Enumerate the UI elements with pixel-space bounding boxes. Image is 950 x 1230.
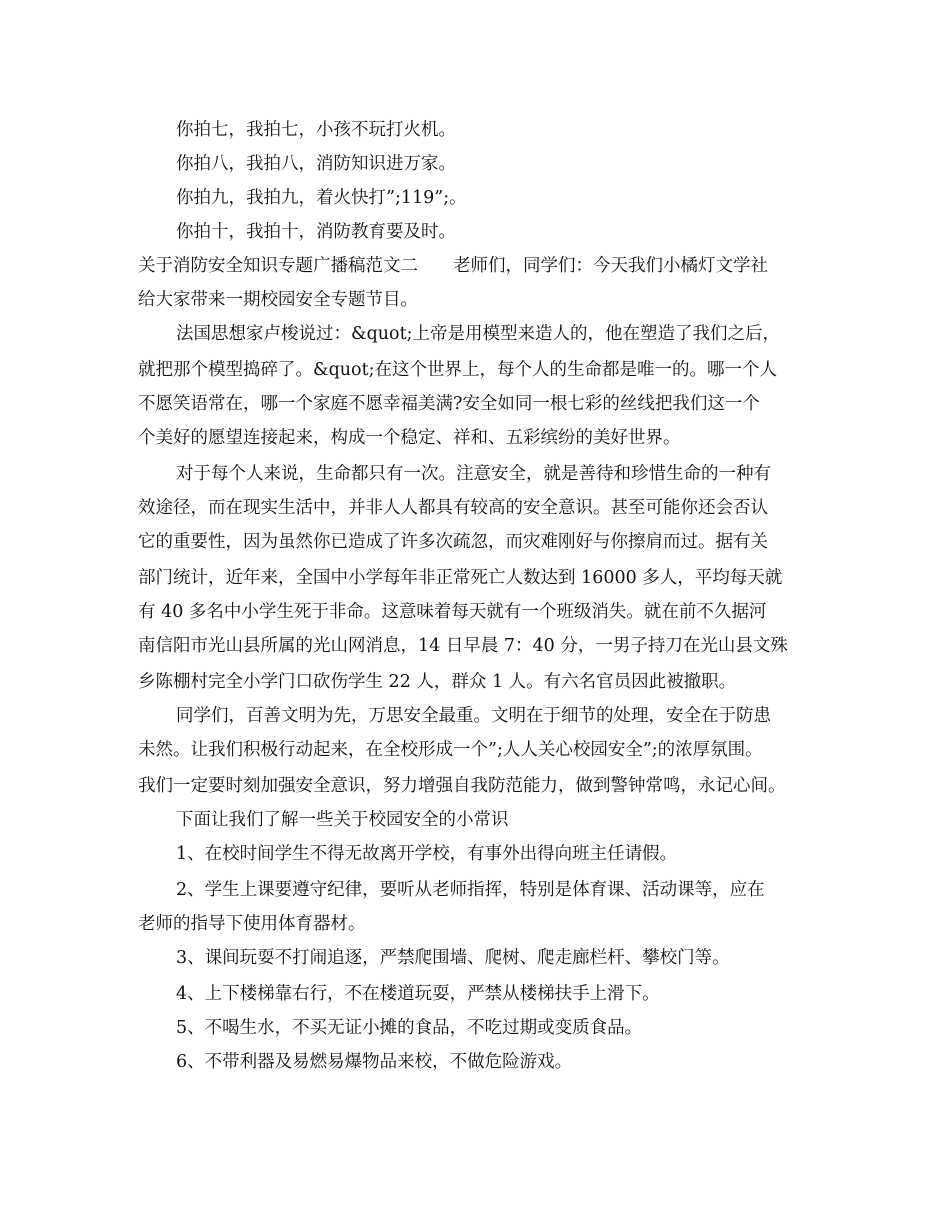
- text-line: 效途径，而在现实生活中，并非人人都具有较高的安全意识。甚至可能你还会否认: [138, 498, 768, 518]
- text-line: 法国思想家卢梭说过：&quot;上帝是用模型来造人的，他在塑造了我们之后，: [176, 324, 781, 344]
- text-line: 南信阳市光山县所属的光山网消息，14 日早晨 7：40 分，一男子持刀在光山县文殊: [138, 636, 788, 656]
- text-line: 你拍十，我拍十，消防教育要及时。: [176, 222, 456, 242]
- text-line: 个美好的愿望连接起来，构成一个稳定、祥和、五彩缤纷的美好世界。: [138, 428, 681, 448]
- text-line: 未然。让我们积极行动起来，在全校形成一个”;人人关心校园安全”;的浓厚氛围。: [138, 740, 763, 760]
- text-line: 同学们，百善文明为先，万思安全最重。文明在于细节的处理，安全在于防患: [176, 706, 771, 726]
- text-line: 乡陈棚村完全小学门口砍伤学生 22 人，群众 1 人。有六名官员因此被撤职。: [138, 672, 737, 692]
- list-item: 1、在校时间学生不得无故离开学校，有事外出得向班主任请假。: [176, 844, 678, 864]
- text-line: 我们一定要时刻加强安全意识，努力增强自我防范能力，做到警钟常鸣，永记心间。: [138, 776, 786, 796]
- text-line: 有 40 多名中小学生死于非命。这意味着每天就有一个班级消失。就在前不久据河: [138, 602, 767, 622]
- text-line: 它的重要性，因为虽然你已造成了许多次疏忽，而灾难刚好与你擦肩而过。据有关: [138, 532, 768, 552]
- text-line: 老师的指导下使用体育器材。: [138, 914, 366, 934]
- text-line: 对于每个人来说，生命都只有一次。注意安全，就是善待和珍惜生命的一种有: [176, 464, 771, 484]
- list-item: 5、不喝生水，不买无证小摊的食品，不吃过期或变质食品。: [176, 1018, 643, 1038]
- text-line: 你拍九，我拍九，着火快打”;119”;。: [176, 188, 467, 208]
- text-line: 你拍七，我拍七，小孩不玩打火机。: [176, 120, 456, 140]
- text-line: 给大家带来一期校园安全专题节目。: [138, 290, 418, 310]
- text-line: 就把那个模型捣碎了。&quot;在这个世界上，每个人的生命都是唯一的。哪一个人: [138, 360, 778, 380]
- text-line: 不愿笑语常在，哪一个家庭不愿幸福美满?安全如同一根七彩的丝线把我们这一个: [138, 394, 760, 414]
- list-item: 2、学生上课要遵守纪律，要听从老师指挥，特别是体育课、活动课等，应在: [176, 880, 765, 900]
- list-item: 3、课间玩耍不打闹追逐，严禁爬围墙、爬树、爬走廊栏杆、攀校门等。: [176, 948, 730, 968]
- text-line: 部门统计，近年来，全国中小学每年非正常死亡人数达到 16000 多人，平均每天就: [138, 568, 783, 588]
- list-item: 6、不带利器及易燃易爆物品来校，不做危险游戏。: [176, 1052, 573, 1072]
- list-item: 4、上下楼梯靠右行，不在楼道玩耍，严禁从楼梯扶手上滑下。: [176, 984, 660, 1004]
- text-line: 下面让我们了解一些关于校园安全的小常识: [176, 810, 509, 830]
- section-title-line: 关于消防安全知识专题广播稿范文二 老师们，同学们：今天我们小橘灯文学社: [138, 256, 768, 276]
- text-line: 你拍八，我拍八，消防知识进万家。: [176, 154, 456, 174]
